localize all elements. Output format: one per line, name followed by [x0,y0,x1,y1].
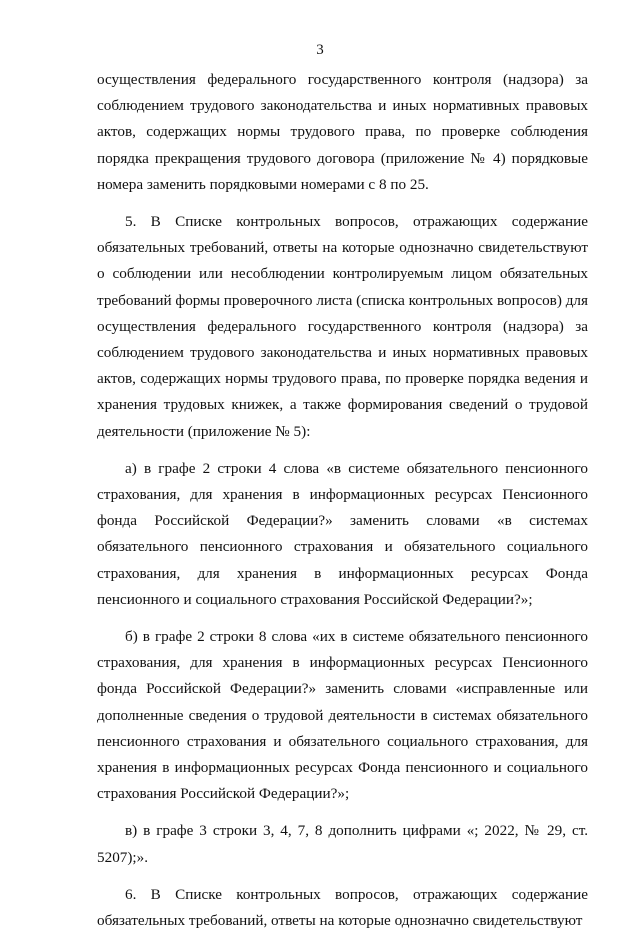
page-number: 3 [316,42,324,58]
paragraph-item-5: 5. В Списке контрольных вопросов, отражающих содержание обязательных требований, ответы на которые однозначно свидетельствуют о соблюдении или несоблюдении контролируемым лицом обязательных требований формы проверочного листа (списка контрольных вопросов) для осуществления федерального государственного контроля (надзора) за соблюдением трудового законодательства и иных нормативных правовых актов, содержащих нормы трудового права, по проверке порядка ведения и хранения трудовых книжек, а также формирования сведений о трудовой деятельности (приложение № 5): [97,213,588,440]
paragraph-item-6: 6. В Списке контрольных вопросов, отражающих содержание обязательных требований, ответы на которые однозначно свидетельствуют [97,885,588,930]
paragraph-item-5b: б) в графе 2 строки 8 слова «их в системе обязательного пенсионного страхования, для хранения в информационных ресурсах Пенсионного фонда Российской Федерации?» заменить словами «исправленные или дополненные сведения о трудовой деятельности в системах обязательного пенсионного страхования и обязательного социального страхования, для хранения в информационных ресурсах Фонда пенсионного и социального страхования Российской Федерации?»; [97,628,588,803]
paragraph-item-5a: а) в графе 2 строки 4 слова «в системе обязательного пенсионного страхования, для хранения в информационных ресурсах Пенсионного фонда Российской Федерации?» заменить словами «в системах обязательного пенсионного страхования и обязательного социального страхования, для хранения в информационных ресурсах Фонда пенсионного и социального страхования Российской Федерации?»; [97,459,588,608]
paragraph-item-5v: в) в графе 3 строки 3, 4, 7, 8 дополнить цифрами «; 2022, № 29, ст. 5207);». [97,822,588,866]
document-body [97,67,588,934]
paragraph-continuation: осуществления федерального государственного контроля (надзора) за соблюдением трудового законодательства и иных нормативных правовых актов, содержащих нормы трудового права, по проверке соблюдения порядка прекращения трудового договора (приложение № 4) порядковые номера заменить порядковыми номерами с 8 по 25. [97,71,588,193]
